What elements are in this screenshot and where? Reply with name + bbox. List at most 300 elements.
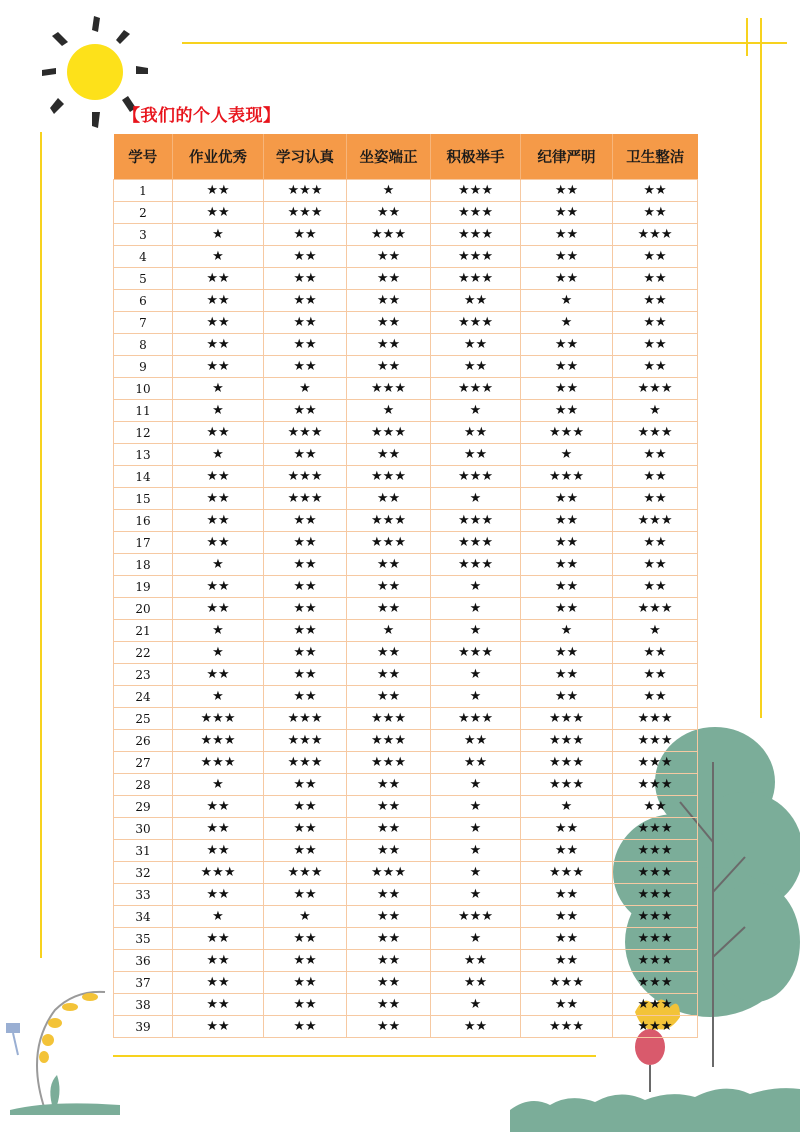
- star-rating-cell: ★★: [613, 488, 698, 510]
- star-rating-cell: ★★: [347, 554, 431, 576]
- star-rating-cell: ★★: [173, 290, 264, 312]
- star-rating-cell: ★★★: [431, 246, 521, 268]
- star-rating-cell: ★★: [347, 906, 431, 928]
- star-rating-cell: ★★: [521, 246, 613, 268]
- star-rating-cell: ★★: [347, 774, 431, 796]
- star-rating-cell: ★★: [173, 950, 264, 972]
- student-number-cell: 9: [114, 356, 173, 378]
- star-rating-cell: ★★: [347, 928, 431, 950]
- student-number-cell: 15: [114, 488, 173, 510]
- star-rating-cell: ★★★: [521, 774, 613, 796]
- star-rating-cell: ★★: [521, 510, 613, 532]
- star-rating-cell: ★★: [347, 202, 431, 224]
- star-rating-cell: ★★: [173, 818, 264, 840]
- star-rating-cell: ★★★: [613, 708, 698, 730]
- student-number-cell: 12: [114, 422, 173, 444]
- table-row: [114, 686, 698, 708]
- star-rating-cell: ★: [173, 686, 264, 708]
- star-rating-cell: ★★: [431, 356, 521, 378]
- star-rating-cell: ★: [613, 620, 698, 642]
- star-rating-cell: ★★: [431, 334, 521, 356]
- star-rating-cell: ★★★: [431, 906, 521, 928]
- star-rating-cell: ★★★: [613, 224, 698, 246]
- student-number-cell: 1: [114, 180, 173, 202]
- star-rating-cell: ★★: [173, 510, 264, 532]
- column-header: 卫生整洁: [613, 134, 698, 180]
- star-rating-cell: ★★: [347, 598, 431, 620]
- star-rating-cell: ★★★: [347, 510, 431, 532]
- star-rating-cell: ★★: [431, 1016, 521, 1038]
- star-rating-cell: ★★: [264, 312, 347, 334]
- star-rating-cell: ★★★: [521, 466, 613, 488]
- frame-line-left: [40, 132, 42, 958]
- star-rating-cell: ★★: [521, 334, 613, 356]
- table-row: [114, 708, 698, 730]
- star-rating-cell: ★★★: [613, 378, 698, 400]
- star-rating-cell: ★: [613, 400, 698, 422]
- table-row: [114, 334, 698, 356]
- star-rating-cell: ★★: [264, 928, 347, 950]
- star-rating-cell: ★★: [347, 884, 431, 906]
- student-number-cell: 31: [114, 840, 173, 862]
- table-row: [114, 862, 698, 884]
- star-rating-cell: ★★: [264, 554, 347, 576]
- frame-line-top: [182, 42, 787, 44]
- star-rating-cell: ★★★: [613, 928, 698, 950]
- table-row: [114, 224, 698, 246]
- star-rating-cell: ★★★: [264, 488, 347, 510]
- star-rating-cell: ★★★: [613, 906, 698, 928]
- star-rating-cell: ★★: [264, 510, 347, 532]
- star-rating-cell: ★★★: [431, 202, 521, 224]
- frame-line-right-inner: [760, 18, 762, 718]
- star-rating-cell: ★★: [347, 796, 431, 818]
- table-row: [114, 906, 698, 928]
- star-rating-cell: ★★★: [347, 224, 431, 246]
- star-rating-cell: ★: [173, 400, 264, 422]
- table-row: [114, 202, 698, 224]
- star-rating-cell: ★★: [613, 180, 698, 202]
- star-rating-cell: ★★: [521, 488, 613, 510]
- star-rating-cell: ★★: [173, 268, 264, 290]
- star-rating-cell: ★★: [613, 554, 698, 576]
- star-rating-cell: ★★★: [431, 268, 521, 290]
- star-rating-cell: ★★: [264, 840, 347, 862]
- star-rating-cell: ★: [173, 444, 264, 466]
- star-rating-cell: ★★★: [173, 752, 264, 774]
- star-rating-cell: ★★★: [431, 510, 521, 532]
- star-rating-cell: ★★★: [264, 752, 347, 774]
- star-rating-cell: ★: [431, 400, 521, 422]
- star-rating-cell: ★★: [521, 202, 613, 224]
- student-number-cell: 16: [114, 510, 173, 532]
- star-rating-cell: ★★: [613, 246, 698, 268]
- student-number-cell: 2: [114, 202, 173, 224]
- star-rating-cell: ★★: [173, 422, 264, 444]
- star-rating-cell: ★★: [521, 818, 613, 840]
- student-number-cell: 32: [114, 862, 173, 884]
- star-rating-cell: ★★: [264, 994, 347, 1016]
- star-rating-cell: ★★★: [613, 972, 698, 994]
- student-number-cell: 19: [114, 576, 173, 598]
- star-rating-cell: ★: [173, 378, 264, 400]
- star-rating-cell: ★★★: [613, 730, 698, 752]
- star-rating-cell: ★★: [347, 246, 431, 268]
- star-rating-cell: ★: [431, 840, 521, 862]
- table-row: [114, 598, 698, 620]
- table-row: [114, 1016, 698, 1038]
- star-rating-cell: ★: [431, 686, 521, 708]
- star-rating-cell: ★★: [264, 224, 347, 246]
- star-rating-cell: ★: [173, 224, 264, 246]
- star-rating-cell: ★★: [431, 752, 521, 774]
- star-rating-cell: ★★: [521, 928, 613, 950]
- student-number-cell: 23: [114, 664, 173, 686]
- star-rating-cell: ★★: [613, 664, 698, 686]
- table-row: [114, 510, 698, 532]
- star-rating-cell: ★: [521, 312, 613, 334]
- star-rating-cell: ★: [521, 620, 613, 642]
- star-rating-cell: ★★★: [521, 862, 613, 884]
- star-rating-cell: ★★★: [613, 862, 698, 884]
- star-rating-cell: ★★★: [347, 422, 431, 444]
- star-rating-cell: ★: [431, 862, 521, 884]
- star-rating-cell: ★★: [347, 664, 431, 686]
- student-number-cell: 34: [114, 906, 173, 928]
- star-rating-cell: ★★: [264, 576, 347, 598]
- student-number-cell: 17: [114, 532, 173, 554]
- star-rating-cell: ★★: [173, 884, 264, 906]
- star-rating-cell: ★★: [264, 356, 347, 378]
- star-rating-cell: ★★: [264, 664, 347, 686]
- table-row: [114, 972, 698, 994]
- star-rating-cell: ★★★: [347, 466, 431, 488]
- star-rating-cell: ★: [521, 290, 613, 312]
- star-rating-cell: ★★: [173, 356, 264, 378]
- student-number-cell: 3: [114, 224, 173, 246]
- star-rating-cell: ★: [521, 796, 613, 818]
- star-rating-cell: ★★: [521, 598, 613, 620]
- star-rating-cell: ★★: [173, 796, 264, 818]
- star-rating-cell: ★: [431, 818, 521, 840]
- star-rating-cell: ★: [347, 620, 431, 642]
- star-rating-cell: ★★★: [347, 730, 431, 752]
- star-rating-cell: ★★: [431, 950, 521, 972]
- star-rating-cell: ★★: [173, 1016, 264, 1038]
- star-rating-cell: ★★★: [264, 422, 347, 444]
- star-rating-cell: ★★★: [347, 752, 431, 774]
- column-header: 作业优秀: [173, 134, 264, 180]
- star-rating-cell: ★★: [347, 1016, 431, 1038]
- star-rating-cell: ★★★: [264, 862, 347, 884]
- star-rating-cell: ★★: [613, 312, 698, 334]
- star-rating-cell: ★★: [173, 972, 264, 994]
- star-rating-cell: ★★★: [431, 466, 521, 488]
- star-rating-cell: ★★: [521, 642, 613, 664]
- star-rating-cell: ★★★: [173, 708, 264, 730]
- star-rating-cell: ★★: [264, 290, 347, 312]
- star-rating-cell: ★★★: [521, 1016, 613, 1038]
- star-rating-cell: ★★: [264, 884, 347, 906]
- star-rating-cell: ★★★: [347, 532, 431, 554]
- star-rating-cell: ★★: [613, 268, 698, 290]
- star-rating-cell: ★: [431, 620, 521, 642]
- star-rating-cell: ★★: [613, 356, 698, 378]
- table-row: [114, 532, 698, 554]
- star-rating-cell: ★★: [264, 642, 347, 664]
- student-number-cell: 13: [114, 444, 173, 466]
- star-rating-cell: ★★: [521, 686, 613, 708]
- star-rating-cell: ★★: [347, 972, 431, 994]
- student-number-cell: 11: [114, 400, 173, 422]
- star-rating-cell: ★: [264, 906, 347, 928]
- page-title: 【我们的个人表现】: [123, 106, 281, 126]
- student-number-cell: 25: [114, 708, 173, 730]
- star-rating-cell: ★★: [173, 532, 264, 554]
- table-row: [114, 400, 698, 422]
- star-rating-cell: ★★★: [521, 708, 613, 730]
- star-rating-cell: ★★: [431, 730, 521, 752]
- star-rating-cell: ★★: [173, 202, 264, 224]
- student-number-cell: 10: [114, 378, 173, 400]
- star-rating-cell: ★: [431, 664, 521, 686]
- table-header-row: [114, 134, 698, 180]
- star-rating-cell: ★★★: [613, 510, 698, 532]
- star-rating-cell: ★: [173, 246, 264, 268]
- table-row: [114, 466, 698, 488]
- student-number-cell: 33: [114, 884, 173, 906]
- table-row: [114, 576, 698, 598]
- star-rating-cell: ★★★: [613, 752, 698, 774]
- table-row: [114, 884, 698, 906]
- student-number-cell: 35: [114, 928, 173, 950]
- star-rating-cell: ★★★: [431, 642, 521, 664]
- star-rating-cell: ★★: [347, 312, 431, 334]
- table-row: [114, 994, 698, 1016]
- star-rating-cell: ★★: [347, 994, 431, 1016]
- table-row: [114, 268, 698, 290]
- star-rating-cell: ★★: [521, 356, 613, 378]
- table-row: [114, 422, 698, 444]
- star-rating-cell: ★★: [347, 840, 431, 862]
- star-rating-cell: ★★: [264, 774, 347, 796]
- star-rating-cell: ★★: [173, 664, 264, 686]
- star-rating-cell: ★★: [347, 642, 431, 664]
- star-rating-cell: ★★: [264, 796, 347, 818]
- star-rating-cell: ★★: [173, 312, 264, 334]
- star-rating-cell: ★: [173, 620, 264, 642]
- star-rating-cell: ★★★: [613, 818, 698, 840]
- student-number-cell: 18: [114, 554, 173, 576]
- table-row: [114, 840, 698, 862]
- student-number-cell: 5: [114, 268, 173, 290]
- star-rating-cell: ★★: [173, 334, 264, 356]
- star-rating-cell: ★★: [431, 444, 521, 466]
- star-rating-cell: ★★★: [347, 708, 431, 730]
- star-rating-cell: ★★: [521, 906, 613, 928]
- star-rating-cell: ★: [431, 576, 521, 598]
- star-rating-cell: ★★: [264, 620, 347, 642]
- star-rating-cell: ★★★: [521, 730, 613, 752]
- star-rating-cell: ★: [347, 180, 431, 202]
- star-rating-cell: ★★: [347, 818, 431, 840]
- star-rating-cell: ★★: [264, 334, 347, 356]
- star-rating-cell: ★★: [431, 972, 521, 994]
- star-rating-cell: ★★: [521, 576, 613, 598]
- student-number-cell: 39: [114, 1016, 173, 1038]
- student-number-cell: 24: [114, 686, 173, 708]
- star-rating-cell: ★★★: [613, 422, 698, 444]
- student-number-cell: 27: [114, 752, 173, 774]
- star-rating-cell: ★★: [347, 488, 431, 510]
- star-rating-cell: ★★: [521, 664, 613, 686]
- star-rating-cell: ★★: [173, 180, 264, 202]
- star-rating-cell: ★: [173, 554, 264, 576]
- table-row: [114, 950, 698, 972]
- star-rating-cell: ★★: [521, 268, 613, 290]
- star-rating-cell: ★★: [347, 686, 431, 708]
- star-rating-cell: ★★: [264, 972, 347, 994]
- plant-icon: [0, 985, 120, 1115]
- table-row: [114, 774, 698, 796]
- star-rating-cell: ★: [173, 906, 264, 928]
- star-rating-cell: ★★: [613, 532, 698, 554]
- star-rating-cell: ★★★: [521, 422, 613, 444]
- column-header: 学号: [114, 134, 173, 180]
- table-body: [114, 180, 698, 1038]
- star-rating-cell: ★: [431, 884, 521, 906]
- table-row: [114, 818, 698, 840]
- table-row: [114, 796, 698, 818]
- student-number-cell: 4: [114, 246, 173, 268]
- star-rating-cell: ★★: [264, 268, 347, 290]
- star-rating-cell: ★★: [521, 840, 613, 862]
- star-rating-cell: ★: [431, 994, 521, 1016]
- star-rating-cell: ★★★: [613, 1016, 698, 1038]
- table-row: [114, 290, 698, 312]
- performance-table: [113, 134, 698, 1038]
- star-rating-cell: ★★★: [431, 224, 521, 246]
- star-rating-cell: ★★★: [264, 730, 347, 752]
- student-number-cell: 37: [114, 972, 173, 994]
- star-rating-cell: ★★★: [431, 532, 521, 554]
- star-rating-cell: ★: [431, 928, 521, 950]
- star-rating-cell: ★★★: [431, 554, 521, 576]
- star-rating-cell: ★★★: [264, 708, 347, 730]
- student-number-cell: 28: [114, 774, 173, 796]
- student-number-cell: 8: [114, 334, 173, 356]
- student-number-cell: 20: [114, 598, 173, 620]
- star-rating-cell: ★★: [521, 400, 613, 422]
- column-header: 纪律严明: [521, 134, 613, 180]
- star-rating-cell: ★★: [521, 224, 613, 246]
- star-rating-cell: ★★: [173, 928, 264, 950]
- table-row: [114, 180, 698, 202]
- star-rating-cell: ★★: [521, 180, 613, 202]
- star-rating-cell: ★★: [521, 950, 613, 972]
- student-number-cell: 38: [114, 994, 173, 1016]
- star-rating-cell: ★★: [613, 686, 698, 708]
- star-rating-cell: ★★: [613, 466, 698, 488]
- student-number-cell: 22: [114, 642, 173, 664]
- star-rating-cell: ★★★: [613, 840, 698, 862]
- star-rating-cell: ★★★: [521, 752, 613, 774]
- star-rating-cell: ★★: [173, 466, 264, 488]
- star-rating-cell: ★: [347, 400, 431, 422]
- table-row: [114, 928, 698, 950]
- star-rating-cell: ★★★: [431, 180, 521, 202]
- star-rating-cell: ★★★: [347, 378, 431, 400]
- table-row: [114, 620, 698, 642]
- star-rating-cell: ★★: [173, 576, 264, 598]
- star-rating-cell: ★★: [613, 202, 698, 224]
- column-header: 积极举手: [431, 134, 521, 180]
- frame-line-right-outer: [746, 18, 748, 56]
- star-rating-cell: ★★: [173, 598, 264, 620]
- column-header: 学习认真: [264, 134, 347, 180]
- star-rating-cell: ★★★: [173, 862, 264, 884]
- student-number-cell: 30: [114, 818, 173, 840]
- star-rating-cell: ★★: [264, 246, 347, 268]
- star-rating-cell: ★★: [264, 598, 347, 620]
- star-rating-cell: ★★★: [613, 950, 698, 972]
- star-rating-cell: ★★: [347, 290, 431, 312]
- star-rating-cell: ★★: [264, 532, 347, 554]
- star-rating-cell: ★★★: [613, 994, 698, 1016]
- table-row: [114, 488, 698, 510]
- star-rating-cell: ★★★: [431, 312, 521, 334]
- star-rating-cell: ★★★: [264, 466, 347, 488]
- table-row: [114, 312, 698, 334]
- star-rating-cell: ★★: [264, 950, 347, 972]
- star-rating-cell: ★★: [264, 818, 347, 840]
- star-rating-cell: ★★: [613, 290, 698, 312]
- star-rating-cell: ★★: [521, 554, 613, 576]
- star-rating-cell: ★★: [173, 488, 264, 510]
- star-rating-cell: ★★★: [613, 598, 698, 620]
- star-rating-cell: ★★: [347, 444, 431, 466]
- star-rating-cell: ★★: [613, 642, 698, 664]
- star-rating-cell: ★★: [264, 400, 347, 422]
- star-rating-cell: ★★: [431, 422, 521, 444]
- table-row: [114, 444, 698, 466]
- star-rating-cell: ★: [431, 598, 521, 620]
- star-rating-cell: ★★: [613, 796, 698, 818]
- star-rating-cell: ★★: [347, 268, 431, 290]
- star-rating-cell: ★★: [613, 334, 698, 356]
- star-rating-cell: ★★: [173, 994, 264, 1016]
- star-rating-cell: ★★: [347, 576, 431, 598]
- table-row: [114, 642, 698, 664]
- star-rating-cell: ★★: [173, 840, 264, 862]
- star-rating-cell: ★: [173, 774, 264, 796]
- star-rating-cell: ★★★: [264, 202, 347, 224]
- student-number-cell: 7: [114, 312, 173, 334]
- star-rating-cell: ★★: [613, 444, 698, 466]
- star-rating-cell: ★★★: [613, 774, 698, 796]
- student-number-cell: 26: [114, 730, 173, 752]
- star-rating-cell: ★★: [521, 884, 613, 906]
- star-rating-cell: ★★: [264, 1016, 347, 1038]
- star-rating-cell: ★: [173, 642, 264, 664]
- star-rating-cell: ★: [431, 488, 521, 510]
- column-header: 坐姿端正: [347, 134, 431, 180]
- table-row: [114, 554, 698, 576]
- star-rating-cell: ★★★: [173, 730, 264, 752]
- star-rating-cell: ★★★: [264, 180, 347, 202]
- star-rating-cell: ★★: [347, 950, 431, 972]
- student-number-cell: 6: [114, 290, 173, 312]
